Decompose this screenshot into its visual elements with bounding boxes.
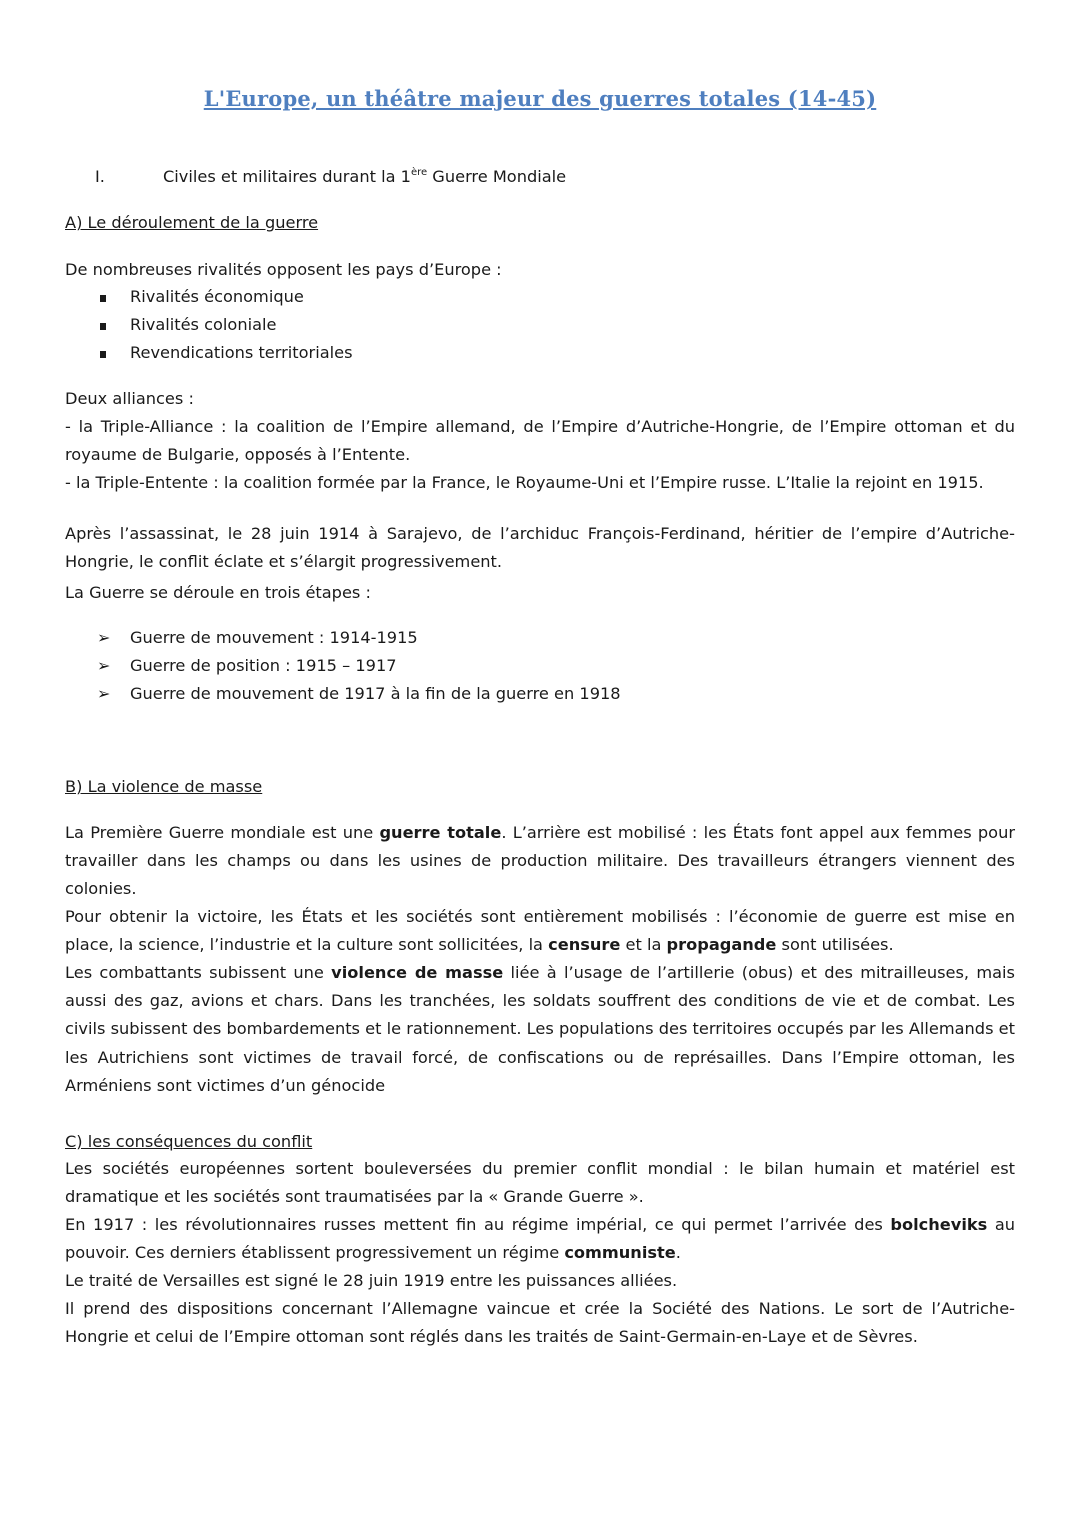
list-item-text: Rivalités économique bbox=[130, 287, 304, 306]
triple-entente-paragraph: - la Triple-Entente : la coalition formée par la France, le Royaume-Uni et l’Empire russe. L’Italie la rejoint en 1915. bbox=[65, 473, 984, 492]
square-bullet-icon bbox=[97, 311, 117, 339]
bold-term: violence de masse bbox=[331, 963, 504, 982]
text-run: sont utilisées. bbox=[776, 935, 894, 955]
rivalries-intro: De nombreuses rivalités opposent les pays d’Europe : bbox=[65, 260, 502, 279]
list-item-text: Guerre de position : 1915 – 1917 bbox=[130, 656, 397, 675]
assassination-paragraph: Après l’assassinat, le 28 juin 1914 à Sarajevo, de l’archiduc François-Ferdinand, héritier de l’empire d’Autriche-Hongrie, le conflit éclate et s’élargit progressivement. bbox=[65, 524, 1015, 572]
square-bullet-icon bbox=[97, 283, 117, 311]
heading-a: A) Le déroulement de la guerre bbox=[65, 213, 319, 232]
text-run: et la bbox=[620, 935, 667, 955]
list-item-text: Guerre de mouvement : 1914-1915 bbox=[130, 628, 418, 647]
mobilisation-paragraph bbox=[65, 903, 1015, 959]
bold-term: censure bbox=[548, 935, 621, 955]
triple-alliance-paragraph: - la Triple-Alliance : la coalition de l’Empire allemand, de l’Empire d’Autriche-Hongrie, de l’Empire ottoman et du royaume de Bulgarie, opposés à l’Entente. bbox=[65, 417, 1015, 465]
stages-intro: La Guerre se déroule en trois étapes : bbox=[65, 583, 371, 602]
square-bullet-icon bbox=[97, 339, 117, 367]
arrow-bullet-icon: ➢ bbox=[97, 656, 111, 675]
revolution-paragraph bbox=[65, 1211, 1015, 1267]
section-number: I. bbox=[95, 167, 105, 186]
bold-term: communiste bbox=[564, 1243, 676, 1263]
section-title bbox=[163, 163, 566, 191]
list-item-text: Guerre de mouvement de 1917 à la fin de la guerre en 1918 bbox=[130, 684, 621, 703]
heading-c: C) les conséquences du conflit bbox=[65, 1132, 313, 1151]
text-run: En 1917 : les révolutionnaires russes mettent fin au régime impérial, ce qui permet l’arrivée des bbox=[65, 1215, 891, 1234]
total-war-paragraph bbox=[65, 819, 1015, 904]
consequences-paragraph: Les sociétés européennes sortent bouleversées du premier conflit mondial : le bilan humain et matériel est dramatique et les sociétés sont traumatisées par la « Grande Guerre ». bbox=[65, 1159, 1015, 1207]
section-title-superscript: ère bbox=[410, 167, 428, 178]
text-run: . bbox=[675, 1243, 681, 1263]
list-item-text: Rivalités coloniale bbox=[130, 315, 277, 334]
alliances-label: Deux alliances : bbox=[65, 389, 194, 408]
versailles-paragraph: Le traité de Versailles est signé le 28 juin 1919 entre les puissances alliées. bbox=[65, 1271, 678, 1290]
bold-term: bolcheviks bbox=[890, 1215, 988, 1234]
text-run: au pouvoir. Ces derniers établissent progressivement un régime bbox=[65, 1215, 1016, 1263]
text-run: Les combattants subissent une bbox=[65, 963, 332, 982]
arrow-bullet-icon: ➢ bbox=[97, 628, 111, 647]
treaties-paragraph: Il prend des dispositions concernant l’Allemagne vaincue et crée la Société des Nations. Le sort de l’Autriche-Hongrie et celui de l’Empire ottoman sont réglés dans les traités de Saint-Germain-en-Laye et de Sèvres. bbox=[65, 1299, 1015, 1347]
text-run: La Première Guerre mondiale est une bbox=[65, 823, 380, 842]
text-run: liée à l’usage de l’artillerie (obus) et des mitrailleuses, mais aussi des gaz, avions et chars. Dans les tranchées, les soldats souffrent des conditions de vie et de combat. Les civils subissent des bombardements et le rationnement. Les populations des territoires occupés par les Allemands et les Autrichiens sont victimes de travail forcé, de confiscations ou de représailles. Dans l’Empire ottoman, les Arméniens sont victimes d’un génocide bbox=[65, 963, 1015, 1095]
heading-b: B) La violence de masse bbox=[65, 777, 263, 796]
page-title: L'Europe, un théâtre majeur des guerres totales (14-45) bbox=[203, 86, 877, 111]
arrow-bullet-icon: ➢ bbox=[97, 684, 111, 703]
bold-term: guerre totale bbox=[379, 823, 502, 842]
section-title-text: Civiles et militaires durant la 1 bbox=[163, 167, 411, 186]
list-item-text: Revendications territoriales bbox=[130, 343, 353, 362]
mass-violence-paragraph bbox=[65, 959, 1015, 1100]
text-run: . L’arrière est mobilisé : les États font appel aux femmes pour travailler dans les champs ou dans les usines de production militaire. Des travailleurs étrangers viennent des colonies. bbox=[65, 823, 1015, 899]
text-run: Pour obtenir la victoire, les États et les sociétés sont entièrement mobilisés : l’économie de guerre est mise en place, la science, l’industrie et la culture sont sollicitées, la bbox=[65, 907, 1015, 955]
bold-term: propagande bbox=[666, 935, 777, 955]
section-title-text-end: Guerre Mondiale bbox=[427, 167, 567, 186]
